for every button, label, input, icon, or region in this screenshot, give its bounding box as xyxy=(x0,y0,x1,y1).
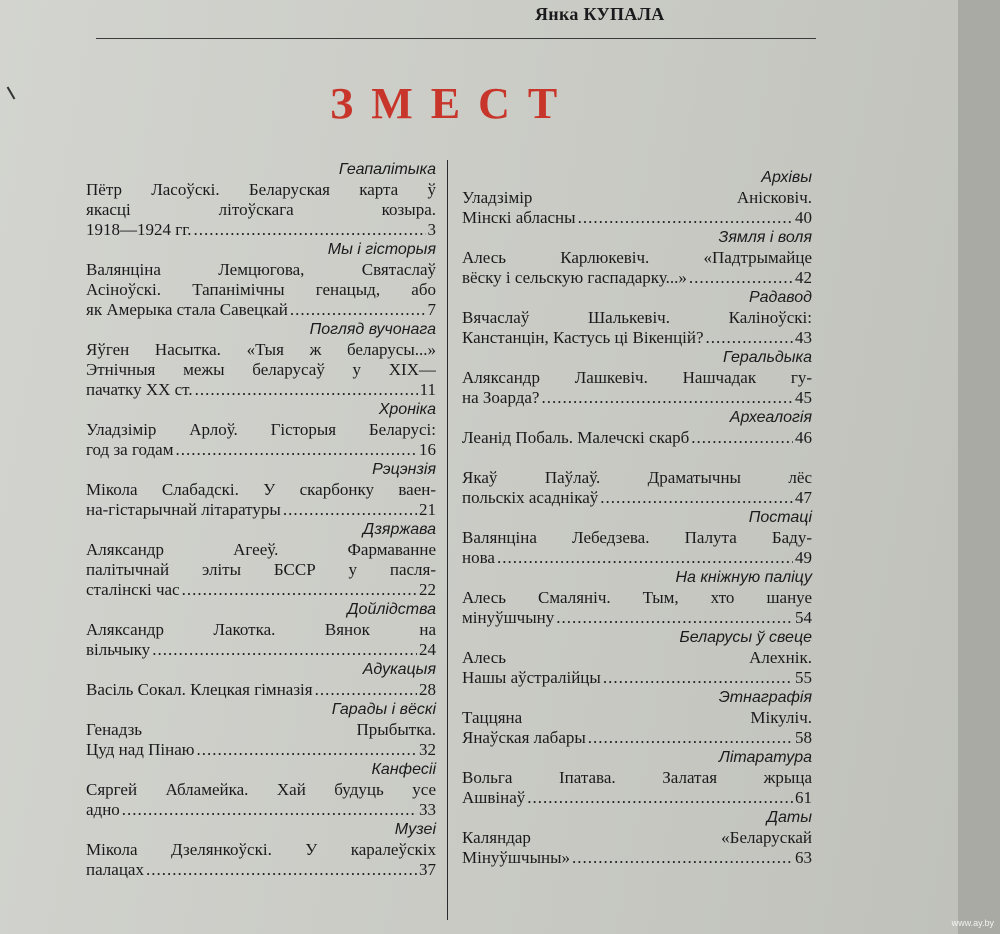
section-title: Гарады і вёскі xyxy=(331,701,436,718)
entry-text-line: Леанід Побаль. Малечскі скарб xyxy=(462,428,690,447)
toc-section xyxy=(462,228,812,288)
dot-leader xyxy=(122,800,417,820)
section-title: Радавод xyxy=(748,289,812,306)
toc-section xyxy=(462,168,812,228)
entry-last-line xyxy=(462,788,812,808)
dot-leader xyxy=(152,640,417,660)
entry-text-line: адно xyxy=(86,800,120,819)
pen-mark xyxy=(7,86,16,99)
page-edge-shadow xyxy=(958,0,1000,934)
toc-section xyxy=(86,460,436,520)
toc-entry xyxy=(86,840,436,880)
dot-leader xyxy=(603,668,793,688)
toc-entry xyxy=(86,780,436,820)
entry-text-line: палітычнай эліты БССР у пасля- xyxy=(86,560,436,579)
section-title: Канфесіі xyxy=(371,761,436,778)
entry-text-line: Мікола Слабадскі. У скарбонку ваен- xyxy=(86,480,436,499)
entry-last-line xyxy=(462,728,812,748)
section-title: Постаці xyxy=(748,509,812,526)
entry-text-line: Мінуўшчыны» xyxy=(462,848,571,867)
column-divider xyxy=(447,160,448,920)
section-title: Дойлідства xyxy=(347,601,436,618)
entry-last-line xyxy=(462,848,812,868)
entry-text-line: польскіх асаднікаў xyxy=(462,488,599,507)
entry-text-line: Этнічныя межы беларусаў у XIX— xyxy=(86,360,436,379)
toc-section xyxy=(462,288,812,348)
entry-text-line: Пётр Ласоўскі. Беларуская карта ў xyxy=(86,180,436,199)
entry-last-line xyxy=(86,860,436,880)
entry-last-line xyxy=(462,268,812,288)
toc-section xyxy=(462,748,812,808)
toc-entry xyxy=(86,720,436,760)
entry-text-line: Цуд над Пінаю xyxy=(86,740,195,759)
top-rule xyxy=(96,38,816,39)
toc-section xyxy=(86,240,436,320)
page-number: 22 xyxy=(419,580,436,599)
toc-entry xyxy=(462,248,812,288)
page-number: 61 xyxy=(795,788,812,807)
toc-entry xyxy=(462,648,812,688)
entry-text-line: Асіноўскі. Тапанімічны генацыд, або xyxy=(86,280,436,299)
dot-leader xyxy=(600,488,793,508)
entry-text-line: Якаў Паўлаў. Драматычны лёс xyxy=(462,468,812,487)
toc-entry xyxy=(86,680,436,700)
page-number: 45 xyxy=(795,388,812,407)
entry-last-line xyxy=(86,640,436,660)
entry-text-line: Аляксандр Агееў. Фармаванне xyxy=(86,540,436,559)
toc-entry xyxy=(462,708,812,748)
toc-entry xyxy=(86,420,436,460)
entry-last-line xyxy=(462,608,812,628)
page-number: 33 xyxy=(419,800,436,819)
dot-leader xyxy=(556,608,793,628)
toc-entry xyxy=(462,468,812,508)
dot-leader xyxy=(527,788,793,808)
page-number: 40 xyxy=(795,208,812,227)
dot-leader xyxy=(572,848,793,868)
dot-leader xyxy=(195,380,418,400)
dot-leader xyxy=(315,680,417,700)
section-title: Хроніка xyxy=(378,401,436,418)
page-number: 32 xyxy=(419,740,436,759)
toc-entry xyxy=(86,620,436,660)
entry-last-line xyxy=(86,440,436,460)
entry-last-line xyxy=(462,328,812,348)
entry-text-line: Генадзь Прыбытка. xyxy=(86,720,436,739)
toc-section xyxy=(462,808,812,868)
page-number: 49 xyxy=(795,548,812,567)
page-number: 55 xyxy=(795,668,812,687)
page-number: 58 xyxy=(795,728,812,747)
entry-text-line: Уладзімір Аніскові͏ч. xyxy=(462,188,812,207)
dot-leader xyxy=(182,580,417,600)
entry-last-line xyxy=(86,380,436,400)
page-number: 37 xyxy=(419,860,436,879)
toc-entry xyxy=(86,540,436,600)
entry-text-line: Янаўская лабары xyxy=(462,728,586,747)
page-title: ЗМЕСТ xyxy=(330,79,576,128)
toc-section xyxy=(86,160,436,240)
entry-text-line: год за годам xyxy=(86,440,174,459)
entry-last-line xyxy=(86,800,436,820)
page-number: 24 xyxy=(419,640,436,659)
section-title xyxy=(462,448,812,468)
dot-leader xyxy=(691,428,793,448)
section-title: Даты xyxy=(766,809,812,826)
page-number: 42 xyxy=(795,268,812,287)
entry-text-line: Валянціна Лемцюгова, Святаслаў xyxy=(86,260,436,279)
page-number: 28 xyxy=(419,680,436,699)
entry-text-line: на Зоарда? xyxy=(462,388,540,407)
entry-last-line xyxy=(86,740,436,760)
entry-text-line: Каляндар «Беларускай xyxy=(462,828,812,847)
dot-leader xyxy=(689,268,793,288)
toc-entry xyxy=(462,368,812,408)
dot-leader xyxy=(175,440,417,460)
toc-section xyxy=(86,600,436,660)
section-title: Археалогія xyxy=(729,409,812,426)
toc-entry xyxy=(462,768,812,808)
entry-last-line xyxy=(462,428,812,448)
section-title: Адукацыя xyxy=(362,661,436,678)
section-title: Дзяржава xyxy=(362,521,436,538)
entry-text-line: Мінскі абласны xyxy=(462,208,576,227)
dot-leader xyxy=(588,728,793,748)
dot-leader xyxy=(197,740,418,760)
toc-section xyxy=(462,448,812,508)
toc-entry xyxy=(462,588,812,628)
section-title: Геральдыка xyxy=(722,349,812,366)
dot-leader xyxy=(706,328,793,348)
entry-last-line xyxy=(86,500,436,520)
entry-last-line xyxy=(462,488,812,508)
page-number: 43 xyxy=(795,328,812,347)
entry-text-line: Канстанцін, Кастусь ці Вікенцій? xyxy=(462,328,704,347)
page-number: 54 xyxy=(795,608,812,627)
entry-text-line: Таццяна Мікуліч. xyxy=(462,708,812,727)
section-title: Этнаграфія xyxy=(718,689,812,706)
dot-leader xyxy=(283,500,417,520)
toc-entry xyxy=(462,188,812,228)
page-number: 47 xyxy=(795,488,812,507)
entry-text-line: Алесь Алехнік. xyxy=(462,648,812,667)
toc-section xyxy=(462,628,812,688)
section-title: Мы і гісторыя xyxy=(327,241,436,258)
toc-section xyxy=(462,688,812,748)
section-title: Літаратура xyxy=(718,749,812,766)
entry-text-line: вільчыку xyxy=(86,640,151,659)
toc-section xyxy=(86,820,436,880)
toc-entry xyxy=(86,340,436,400)
toc-entry xyxy=(86,480,436,520)
dot-leader xyxy=(541,388,793,408)
page-number: 63 xyxy=(795,848,812,867)
entry-text-line: Ашвінаў xyxy=(462,788,526,807)
entry-text-line: Вольга Іпатава. Залатая жрыца xyxy=(462,768,812,787)
entry-text-line: якасці літоўскага козыра. xyxy=(86,200,436,219)
section-title: Погляд вучонага xyxy=(309,321,436,338)
entry-text-line: Уладзімір Арлоў. Гісторыя Беларусі: xyxy=(86,420,436,439)
entry-text-line: Васіль Сокал. Клецкая гімназія xyxy=(86,680,313,699)
toc-section xyxy=(86,520,436,600)
entry-last-line xyxy=(86,220,436,240)
toc-entry xyxy=(86,260,436,320)
entry-text-line: як Амерыка стала Савецкай xyxy=(86,300,288,319)
toc-section xyxy=(462,508,812,568)
page-number: 16 xyxy=(419,440,436,459)
toc-section xyxy=(86,400,436,460)
left-column xyxy=(86,160,436,880)
entry-text-line: Валянціна Лебедзева. Палута Баду- xyxy=(462,528,812,547)
page-number: 21 xyxy=(419,500,436,519)
toc-entry xyxy=(462,828,812,868)
dot-leader xyxy=(194,220,426,240)
watermark: www.ay.by xyxy=(951,918,994,928)
toc-section xyxy=(462,408,812,448)
toc-entry xyxy=(86,180,436,240)
entry-text-line: Алесь Карлюкевіч. «Падтрымайце xyxy=(462,248,812,267)
toc-section xyxy=(86,700,436,760)
entry-last-line xyxy=(462,208,812,228)
entry-text-line: Нашы аўстралійцы xyxy=(462,668,601,687)
toc-section xyxy=(462,568,812,628)
section-title: На кніжную паліцу xyxy=(675,569,812,586)
page-number: 46 xyxy=(795,428,812,447)
entry-text-line: 1918—1924 гг. xyxy=(86,220,192,239)
entry-last-line xyxy=(86,580,436,600)
entry-text-line: Мікола Дзелянкоўскі. У каралеўскіх xyxy=(86,840,436,859)
entry-text-line: вёску і сельскую гаспадарку...» xyxy=(462,268,687,287)
entry-text-line: нова xyxy=(462,548,495,567)
toc-section xyxy=(86,660,436,700)
section-title: Зямля і воля xyxy=(718,229,812,246)
section-title: Геапалітыка xyxy=(338,161,436,178)
page-number: 7 xyxy=(427,300,436,319)
entry-last-line xyxy=(462,388,812,408)
page-number: 11 xyxy=(419,380,436,399)
dot-leader xyxy=(146,860,417,880)
entry-text-line: сталінскі час xyxy=(86,580,180,599)
toc-entry xyxy=(462,428,812,448)
entry-text-line: Аляксандр Лакотка. Вянок на xyxy=(86,620,436,639)
toc-section xyxy=(86,320,436,400)
dot-leader xyxy=(497,548,793,568)
right-column xyxy=(462,160,812,868)
toc-entry xyxy=(462,308,812,348)
section-title: Архівы xyxy=(761,169,812,186)
page-number: 3 xyxy=(427,220,436,239)
entry-last-line xyxy=(462,668,812,688)
entry-text-line: Вячаслаў Шалькевіч. Каліноўскі: xyxy=(462,308,812,327)
entry-text-line: Яўген Насытка. «Тыя ж беларусы...» xyxy=(86,340,436,359)
dot-leader xyxy=(578,208,793,228)
section-title: Беларусы ў свеце xyxy=(679,629,812,646)
section-title: Музеі xyxy=(394,821,436,838)
toc-section xyxy=(462,348,812,408)
entry-text-line: палацах xyxy=(86,860,144,879)
entry-last-line xyxy=(86,300,436,320)
entry-text-line: Аляксандр Лашкевіч. Нашчадак гу- xyxy=(462,368,812,387)
section-title: Рэцэнзія xyxy=(372,461,436,478)
entry-text-line: пачатку XX ст. xyxy=(86,380,193,399)
entry-text-line: Сяргей Абламейка. Хай будуць усе xyxy=(86,780,436,799)
dot-leader xyxy=(290,300,426,320)
running-head: Янка КУПАЛА xyxy=(535,4,665,24)
entry-last-line xyxy=(86,680,436,700)
toc-section xyxy=(86,760,436,820)
toc-entry xyxy=(462,528,812,568)
entry-text-line: мінуўшчыну xyxy=(462,608,555,627)
entry-text-line: на-гістарычнай літаратуры xyxy=(86,500,281,519)
entry-last-line xyxy=(462,548,812,568)
entry-text-line: Алесь Смаляніч. Тым, хто шануе xyxy=(462,588,812,607)
